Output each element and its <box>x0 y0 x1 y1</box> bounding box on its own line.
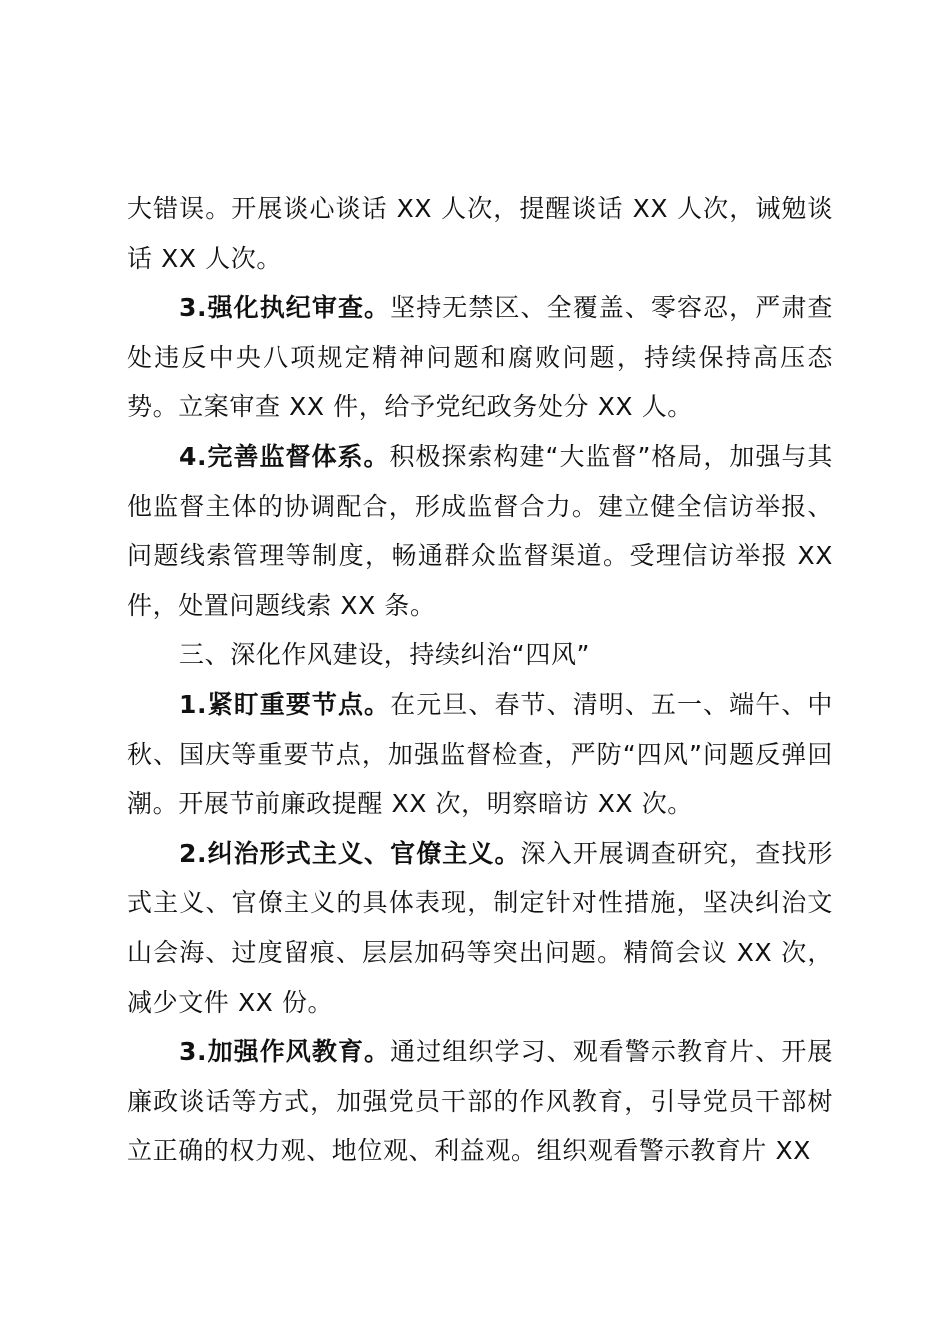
paragraph-heading: 1.紧盯重要节点。 <box>179 689 391 719</box>
paragraph-text: 坚持无禁区、全覆盖、零容忍，严肃查处违反中央八项规定精神问题和腐败问题，持续保持高压态势。立案审查 XX 件，给予党纪政务处分 XX 人。 <box>127 293 834 422</box>
section-heading-text: 三、深化作风建设，持续纠治“四风” <box>179 640 591 670</box>
paragraph-formalism-bureaucratism <box>127 829 833 1027</box>
paragraph-text: 积极探索构建“大监督”格局，加强与其他监督主体的协调配合，形成监督合力。建立健全信访举报、问题线索管理等制度，畅通群众监督渠道。受理信访举报 XX 件，处置问题线索 XX 条。 <box>127 441 833 620</box>
paragraph-talks-continuation <box>127 184 833 283</box>
section-heading-work-style <box>127 630 833 680</box>
paragraph-text: 在元旦、春节、清明、五一、端午、中秋、国庆等重要节点，加强监督检查，严防“四风”问题反弹回潮。开展节前廉政提醒 XX 次，明察暗访 XX 次。 <box>127 689 834 819</box>
paragraph-text: 大错误。开展谈心谈话 XX 人次，提醒谈话 XX 人次，诫勉谈话 XX 人次。 <box>127 194 833 273</box>
paragraph-discipline-review <box>127 283 833 432</box>
paragraph-text: 深入开展调查研究，查找形式主义、官僚主义的具体表现，制定针对性措施，坚决纠治文山会海、过度留痕、层层加码等突出问题。精简会议 XX 次，减少文件 XX 份。 <box>127 838 834 1017</box>
paragraph-heading: 4.完善监督体系。 <box>179 441 390 471</box>
paragraph-heading: 3.加强作风教育。 <box>179 1037 391 1067</box>
document-body <box>127 184 833 1176</box>
paragraph-supervision-system <box>127 432 833 630</box>
paragraph-key-holidays <box>127 680 833 829</box>
paragraph-heading: 3.强化执纪审查。 <box>179 293 391 323</box>
paragraph-heading: 2.纠治形式主义、官僚主义。 <box>179 838 521 868</box>
paragraph-work-style-education <box>127 1027 833 1176</box>
paragraph-text: 通过组织学习、观看警示教育片、开展廉政谈话等方式，加强党员干部的作风教育，引导党员干部树立正确的权力观、地位观、利益观。组织观看警示教育片 XX <box>127 1037 834 1166</box>
